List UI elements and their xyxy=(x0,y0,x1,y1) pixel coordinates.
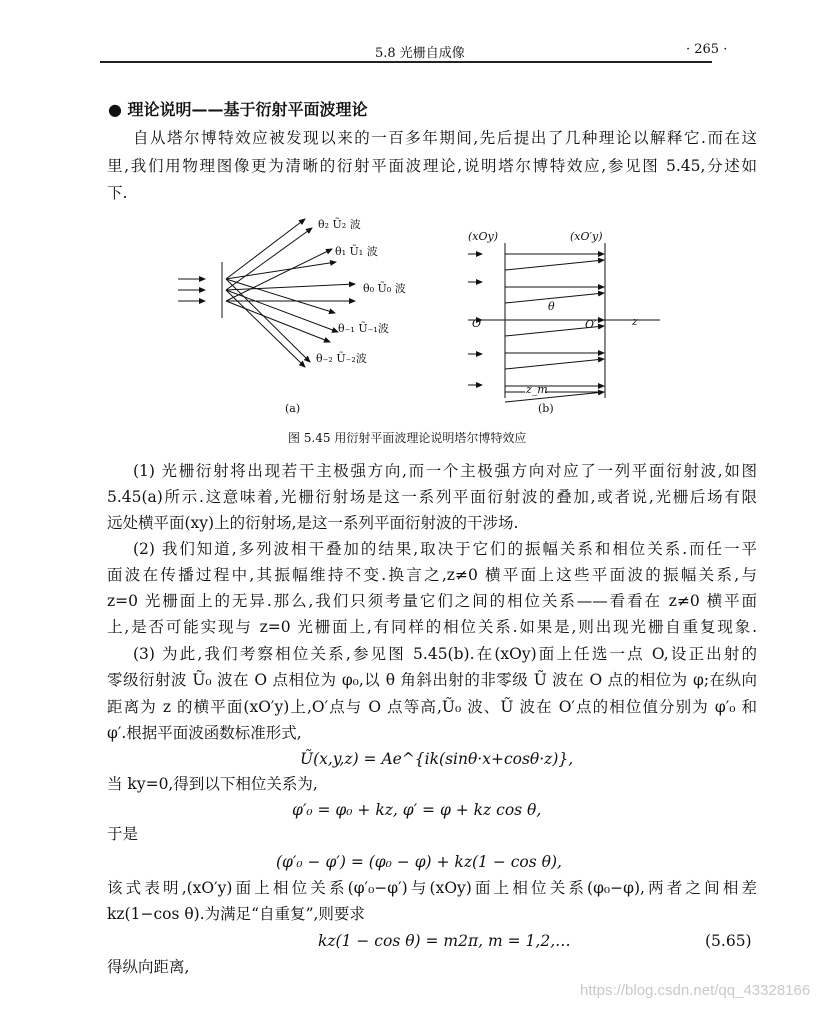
section-heading: ● 理论说明——基于衍射平面波理论 xyxy=(108,100,368,119)
diffracted-ray xyxy=(226,290,305,367)
figure-5-45 xyxy=(0,0,823,430)
text-line: 当 ky=0,得到以下相位关系为, xyxy=(107,775,318,793)
text-line: 得纵向距离, xyxy=(107,958,190,976)
fig-b-caption: (b) xyxy=(538,402,554,415)
page-number: · 265 · xyxy=(686,42,728,57)
para1-line: 远处横平面(xy)上的衍射场,是这一系列平面衍射波的干涉场. xyxy=(107,514,519,532)
fig-a-label: θ₂ Ũ₂ 波 xyxy=(318,218,361,231)
equation-phase: φ′₀ = φ₀ + kz, φ′ = φ + kz cos θ, xyxy=(292,801,542,819)
equation-5-65: kz(1 − cos θ) = m2π, m = 1,2,… xyxy=(318,932,571,950)
para3-line: 距离为 z 的横平面(xO′y)上,O′点与 O 点等高,Ũ₀ 波、Ũ 波在 O′点的相位值分别为 φ′₀ 和 xyxy=(107,698,757,716)
diffracted-ray xyxy=(226,249,332,301)
intro-line: 里,我们用物理图像更为清晰的衍射平面波理论,说明塔尔博特效应,参见图 5.45,分述如 xyxy=(107,157,757,175)
fig-a-label: θ₁ Ũ₁ 波 xyxy=(335,245,378,258)
fig-b-origin: O xyxy=(472,317,482,330)
para2-line: 面波在传播过程中,其振幅维持不变.换言之,z≠0 横平面上这些平面波的振幅关系,与 xyxy=(107,566,757,584)
text-line: 于是 xyxy=(107,825,139,843)
diffracted-ray xyxy=(226,279,310,362)
fig-b-zm: z_m xyxy=(526,383,548,396)
fig-a-label: θ₀ Ũ₀ 波 xyxy=(363,282,406,295)
equation-plane-wave: Ũ(x,y,z) = Ae^{ik(sinθ·x+cosθ·z)}, xyxy=(300,750,574,768)
para2-line: z=0 光栅面上的无异.那么,我们只须考量它们之间的相位关系——看看在 z≠0 横平面 xyxy=(107,592,757,610)
figure-caption: 图 5.45 用衍射平面波理论说明塔尔博特效应 xyxy=(288,431,527,445)
fig-a-label: θ₋₁ Ũ₋₁波 xyxy=(338,322,389,335)
para3-line: (3) 为此,我们考察相位关系,参见图 5.45(b).在(xOy)面上任选一点 O,设正出射的 xyxy=(133,645,757,663)
fig-b-plane-right: (xO′y) xyxy=(570,230,603,243)
para4-line: 该式表明,(xO′y)面上相位关系(φ′₀−φ′)与(xOy)面上相位关系(φ₀−φ),两者之间相差 xyxy=(107,879,757,897)
fig-b-origin-prime: O′ xyxy=(585,318,597,331)
figure-a-diagram xyxy=(178,219,355,367)
para2-line: 上,是否可能实现与 z=0 光栅面上,有同样的相位关系.如果是,则出现光栅自重复现象. xyxy=(107,618,757,636)
fig-b-z-axis: z xyxy=(632,315,638,328)
equation-number: (5.65) xyxy=(705,932,752,950)
running-header-section: 5.8 光栅自成像 xyxy=(375,46,465,61)
diffracted-ray xyxy=(226,301,330,342)
equation-phase-diff: (φ′₀ − φ′) = (φ₀ − φ) + kz(1 − cos θ), xyxy=(276,853,562,871)
watermark: https://blog.csdn.net/qq_43328166 xyxy=(580,982,811,999)
oblique-ray xyxy=(505,260,604,270)
fig-b-plane-left: (xOy) xyxy=(468,230,499,243)
para3-line: φ′.根据平面波函数标准形式, xyxy=(107,724,302,742)
diffracted-ray xyxy=(226,219,305,279)
para1-line: (1) 光栅衍射将出现若干主极强方向,而一个主极强方向对应了一列平面衍射波,如图 xyxy=(133,462,757,480)
oblique-ray xyxy=(505,359,604,369)
fig-a-label: θ₋₂ Ũ₋₂波 xyxy=(316,352,367,365)
diffracted-ray xyxy=(226,228,312,290)
para4-line: kz(1−cos θ).为满足“自重复”,则要求 xyxy=(107,905,365,923)
intro-line: 下. xyxy=(107,184,128,202)
intro-line: 自从塔尔博特效应被发现以来的一百多年期间,先后提出了几种理论以解释它.而在这 xyxy=(133,129,757,147)
fig-a-caption: (a) xyxy=(285,402,301,415)
diffracted-ray xyxy=(226,262,336,279)
fig-b-theta: θ xyxy=(548,300,555,313)
para1-line: 5.45(a)所示.这意味着,光栅衍射场是这一系列平面衍射波的叠加,或者说,光栅后场有限 xyxy=(107,488,757,506)
para2-line: (2) 我们知道,多列波相干叠加的结果,取决于它们的振幅关系和相位关系.而任一平 xyxy=(133,540,757,558)
oblique-ray xyxy=(505,392,604,402)
para3-line: 零级衍射波 Ũ₀ 波在 O 点相位为 φ₀,以 θ 角斜出射的非零级 Ũ 波在 O 点的相位为 φ;在纵向 xyxy=(107,671,757,689)
